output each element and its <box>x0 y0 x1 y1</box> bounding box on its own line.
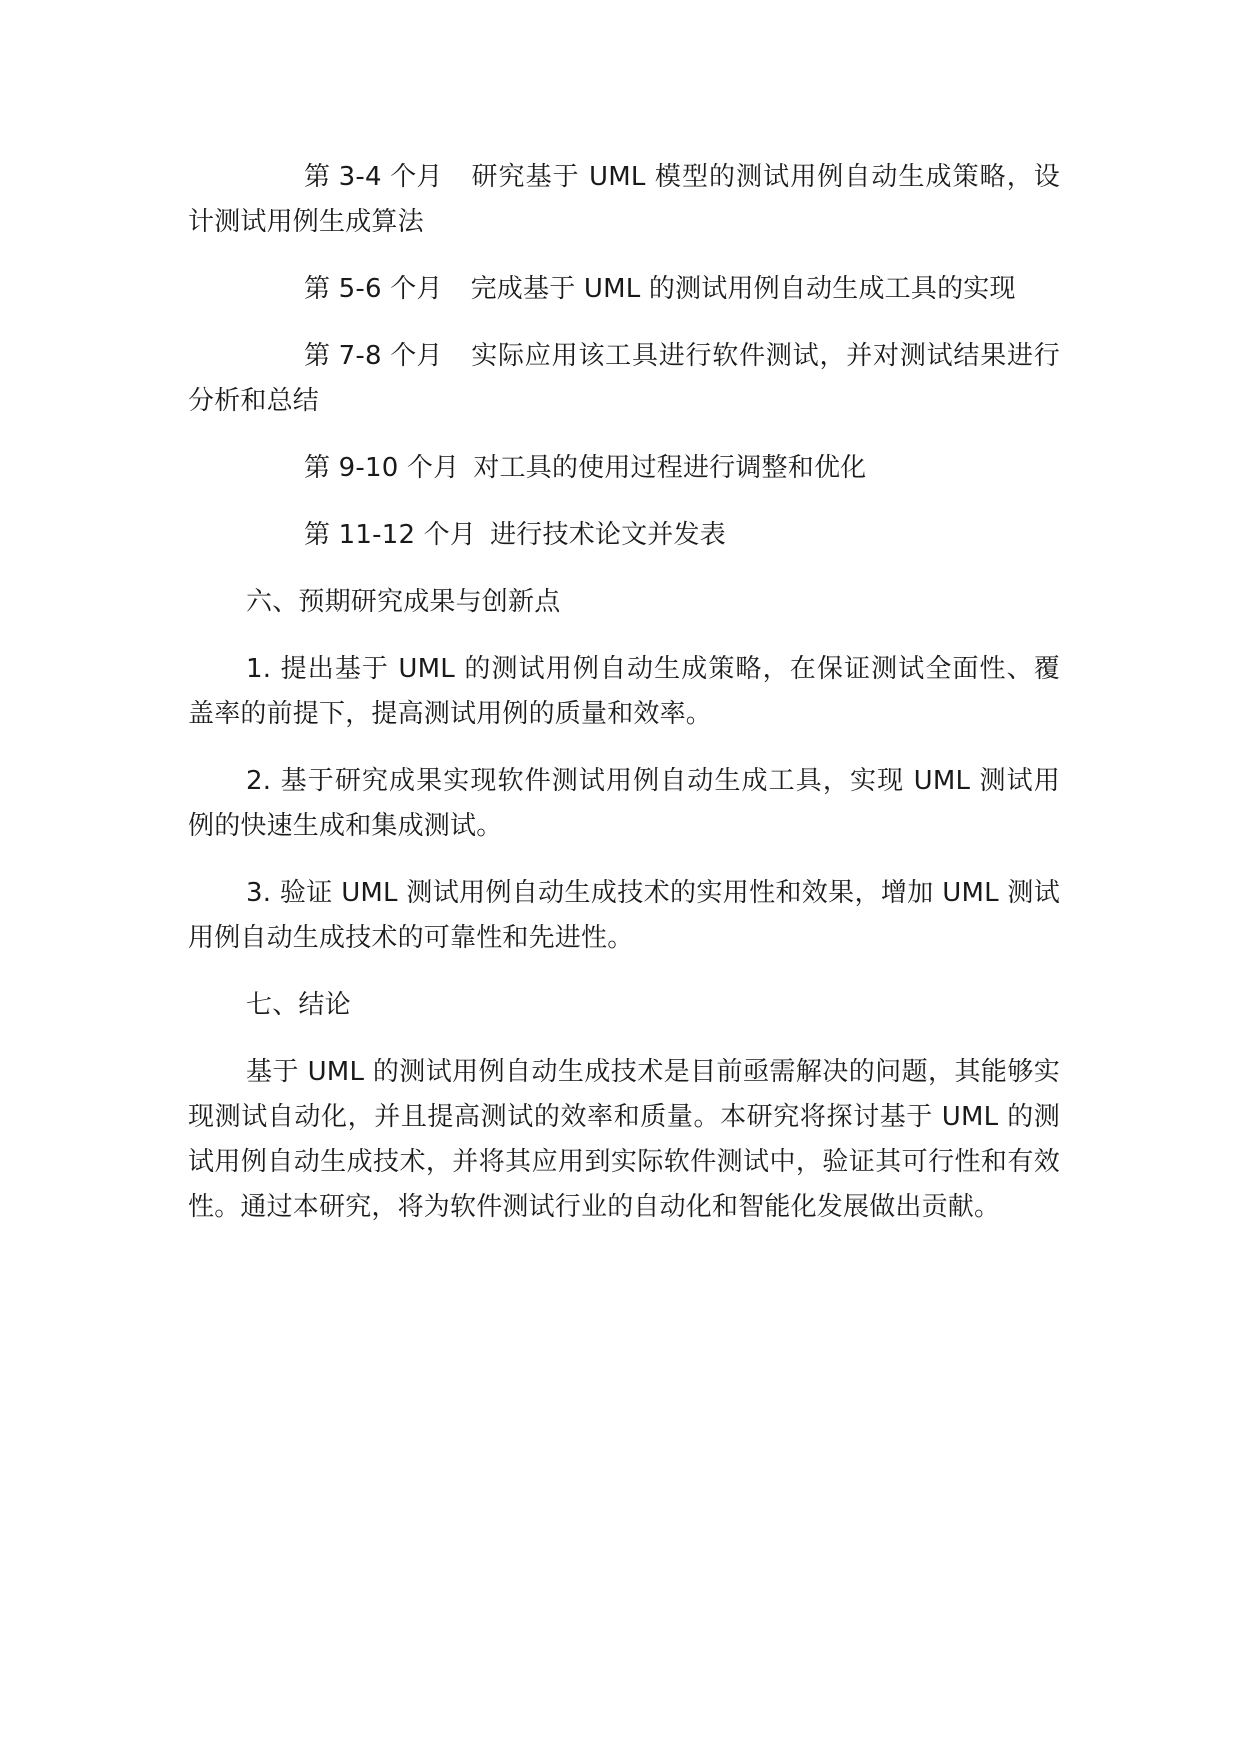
schedule-text: 实际应用该工具进行软件测试，并对测试结果进行分析和总结 <box>188 341 1060 416</box>
outcome-item-2: 2. 基于研究成果实现软件测试用例自动生成工具，实现 UML 测试用例的快速生成和集成测试。 <box>188 766 1060 841</box>
conclusion-paragraph: 基于 UML 的测试用例自动生成技术是目前亟需解决的问题，其能够实现测试自动化，并且提高测试的效率和质量。本研究将探讨基于 UML 的测试用例自动生成技术，并将其应用到实际软件测试中，验证其可行性和有效性。通过本研究，将为软件测试行业的自动化和智能化发展做出贡献。 <box>188 1057 1060 1222</box>
schedule-item-9-10 <box>188 446 1060 491</box>
document-body <box>188 155 1060 1252</box>
schedule-text: 对工具的使用过程进行调整和优化 <box>473 453 867 483</box>
schedule-item-7-8 <box>188 334 1060 424</box>
schedule-text: 进行技术论文并发表 <box>490 520 726 550</box>
schedule-item-11-12 <box>188 513 1060 558</box>
schedule-label: 第 11-12 个月 <box>304 520 477 550</box>
schedule-item-5-6 <box>188 267 1060 312</box>
section-heading-7: 七、结论 <box>246 990 351 1020</box>
schedule-text: 研究基于 UML 模型的测试用例自动生成策略，设计测试用例生成算法 <box>188 162 1060 237</box>
schedule-label: 第 5-6 个月 <box>304 274 443 304</box>
outcome-item-1: 1. 提出基于 UML 的测试用例自动生成策略，在保证测试全面性、覆盖率的前提下，提高测试用例的质量和效率。 <box>188 654 1060 729</box>
outcome-item-3: 3. 验证 UML 测试用例自动生成技术的实用性和效果，增加 UML 测试用例自动生成技术的可靠性和先进性。 <box>188 878 1060 953</box>
schedule-label: 第 3-4 个月 <box>304 162 443 192</box>
schedule-label: 第 9-10 个月 <box>304 453 460 483</box>
schedule-item-3-4 <box>188 155 1060 245</box>
section-heading-6: 六、预期研究成果与创新点 <box>246 587 561 617</box>
schedule-label: 第 7-8 个月 <box>304 341 443 371</box>
schedule-text: 完成基于 UML 的测试用例自动生成工具的实现 <box>470 274 1016 304</box>
